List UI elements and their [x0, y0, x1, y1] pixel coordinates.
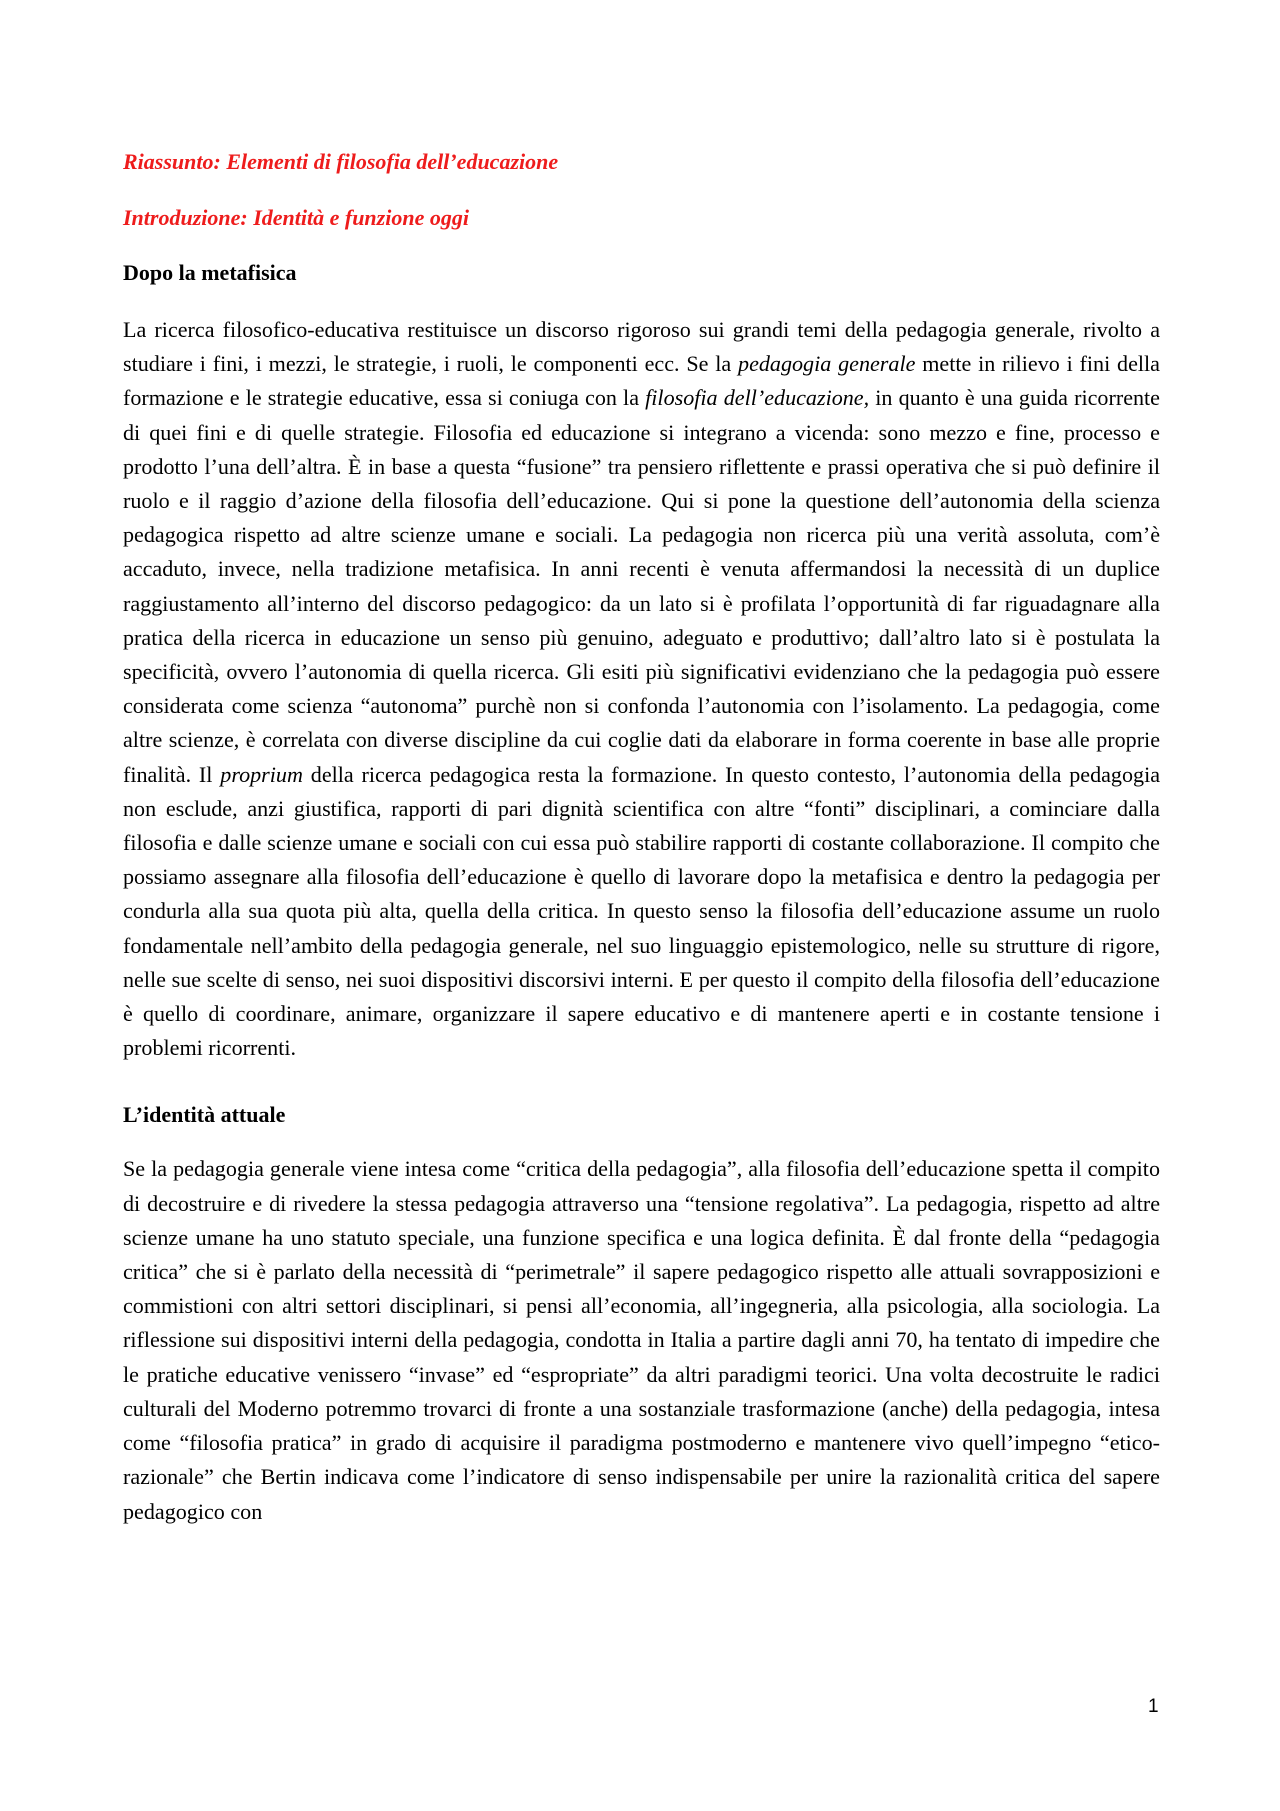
- section-heading-dopo-la-metafisica: Dopo la metafisica: [123, 260, 297, 285]
- italic-term: filosofia dell’educazione,: [645, 385, 870, 411]
- document-page: [123, 148, 1160, 1529]
- page-number: 1: [1148, 1696, 1159, 1717]
- text-run: La ricerca filosofico-educativa restituisce un discorso rigoroso sui grandi temi della pedagogia generale, rivolto a studiare i fini, i mezzi, le strategie, i ruoli, le componenti ecc. Se la: [123, 317, 1160, 377]
- document-title: Riassunto: Elementi di filosofia dell’educazione: [123, 149, 559, 174]
- section-heading-identita-attuale: L’identità attuale: [123, 1102, 286, 1128]
- document-subtitle: Introduzione: Identità e funzione oggi: [123, 205, 469, 230]
- text-run: della ricerca pedagogica resta la formazione. In questo contesto, l’autonomia della pedagogia non esclude, anzi giustifica, rapporti di pari dignità scientifica con altre “fonti” disciplinari, a cominciare dalla filosofia e dalle scienze umane e sociali con cui essa può stabilire rapporti di costante collaborazione. Il compito che possiamo assegnare alla filosofia dell’educazione è quello di lavorare dopo la metafisica e dentro la pedagogia per condurla alla sua quota più alta, quella della critica. In questo senso la filosofia dell’educazione assume un ruolo fondamentale nell’ambito della pedagogia generale, nel suo linguaggio epistemologico, nelle su strutture di rigore, nelle sue scelte di senso, nei suoi dispositivi discorsivi interni. E per questo il compito della filosofia dell’educazione è quello di coordinare, animare, organizzare il sapere educativo e di mantenere aperti e in costante tensione i problemi ricorrenti.: [123, 761, 1161, 1061]
- section-paragraph-identita-attuale: Se la pedagogia generale viene intesa come “critica della pedagogia”, alla filosofia dell’educazione spetta il compito di decostruire e di rivedere la stessa pedagogia attraverso una “tensione regolativa”. La pedagogia, rispetto ad altre scienze umane ha uno statuto speciale, una funzione specifica e una logica definita. È dal fronte della “pedagogia critica” che si è parlato della necessità di “perimetrale” il sapere pedagogico rispetto alle attuali sovrapposizioni e commistioni con altri settori disciplinari, si pensi all’economia, all’ingegneria, alla psicologia, alla sociologia. La riflessione sui dispositivi interni della pedagogia, condotta in Italia a partire dagli anni 70, ha tentato di impedire che le pratiche educative venissero “invase” ed “espropriate” da altri paradigmi teorici. Una volta decostruite le radici culturali del Moderno potremmo trovarci di fronte a una sostanziale trasformazione (anche) della pedagogia, intesa come “filosofia pratica” in grado di acquisire il paradigma postmoderno e mantenere vivo quell’impegno “etico-razionale” che Bertin indicava come l’indicatore di senso indispensabile per unire la razionalità critica del sapere pedagogico con: [123, 1156, 1160, 1524]
- italic-term: pedagogia generale: [738, 351, 916, 377]
- text-run: mette in rilievo i fini della formazione e le strategie educative, essa si coniuga con la: [123, 351, 1160, 411]
- italic-term: proprium: [220, 761, 303, 787]
- text-run: in quanto è una guida ricorrente di quei fini e di quelle strategie. Filosofia ed educazione si integrano a vicenda: sono mezzo e fine, processo e prodotto l’una dell’altra. È in base a questa “fusione” tra pensiero riflettente e prassi operativa che si può definire il ruolo e il raggio d’azione della filosofia dell’educazione. Qui si pone la questione dell’autonomia della scienza pedagogica rispetto ad altre scienze umane e sociali. La pedagogia non ricerca più una verità assoluta, com’è accaduto, invece, nella tradizione metafisica. In anni recenti è venuta affermandosi la necessità di un duplice raggiustamento all’interno del discorso pedagogico: da un lato si è profilata l’opportunità di far riguadagnare alla pratica della ricerca in educazione un senso più genuino, adeguato e produttivo; dall’altro lato si è postulata la specificità, ovvero l’autonomia di quella ricerca. Gli esiti più significativi evidenziano che la pedagogia può essere considerata come scienza “autonoma” purchè non si confonda l’autonomia con l’isolamento. La pedagogia, come altre scienze, è correlata con diverse discipline da cui coglie dati da elaborare in forma coerente in base alle proprie finalità. Il: [123, 385, 1160, 787]
- section-paragraph-dopo-la-metafisica: [123, 313, 1160, 1065]
